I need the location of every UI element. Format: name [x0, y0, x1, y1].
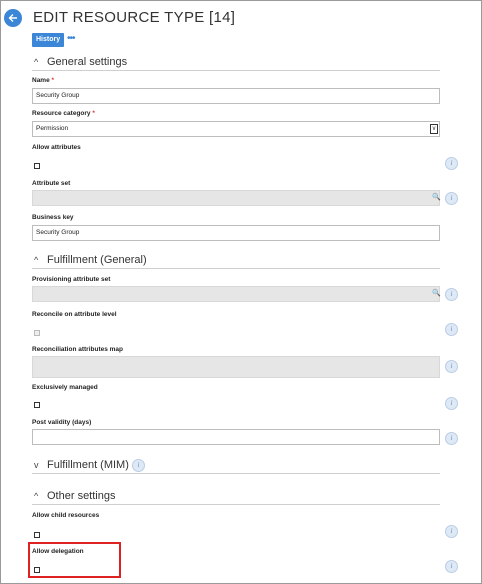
chevron-down-icon: v	[34, 460, 39, 470]
provisioning-attribute-set-label: Provisioning attribute set	[32, 276, 111, 283]
section-general-settings[interactable]	[32, 57, 440, 71]
chevron-up-icon: ^	[34, 57, 39, 67]
reconcile-on-attribute-level-label: Reconcile on attribute level	[32, 311, 117, 318]
section-fulfillment-general[interactable]	[32, 255, 440, 269]
business-key-label: Business key	[32, 214, 74, 221]
name-label: Name *	[32, 77, 55, 84]
exclusively-managed-label: Exclusively managed	[32, 384, 98, 391]
post-validity-label: Post validity (days)	[32, 419, 92, 426]
resource-category-value: Permission	[36, 125, 69, 132]
magnifier-icon[interactable]: 🔍	[432, 290, 441, 297]
magnifier-icon[interactable]: 🔍	[432, 194, 441, 201]
info-icon[interactable]: i	[445, 525, 458, 538]
allow-attributes-checkbox[interactable]	[34, 163, 40, 169]
attribute-set-field[interactable]	[32, 190, 440, 206]
back-button[interactable]	[4, 9, 22, 27]
post-validity-field[interactable]	[32, 429, 440, 445]
section-title: Other settings	[47, 490, 116, 502]
info-icon[interactable]: i	[445, 288, 458, 301]
info-icon[interactable]: i	[445, 192, 458, 205]
chevron-up-icon: ^	[34, 491, 39, 501]
allow-delegation-label: Allow delegation	[32, 548, 84, 555]
info-icon[interactable]: i	[445, 360, 458, 373]
history-button[interactable]: History	[32, 33, 64, 47]
resource-category-label: Resource category *	[32, 110, 95, 117]
delegation-highlight-box	[28, 542, 121, 578]
reconcile-on-attribute-level-checkbox[interactable]	[34, 330, 40, 336]
more-options-icon[interactable]: •••	[67, 33, 75, 44]
chevron-up-icon: ^	[34, 255, 39, 265]
section-other-settings[interactable]	[32, 491, 440, 505]
section-title: General settings	[47, 56, 128, 68]
section-title: Fulfillment (General)	[47, 254, 147, 266]
info-icon[interactable]: i	[445, 560, 458, 573]
page-title: EDIT RESOURCE TYPE [14]	[33, 9, 236, 26]
resource-category-select[interactable]	[32, 121, 440, 137]
section-title: Fulfillment (MIM)	[47, 459, 129, 471]
section-fulfillment-mim[interactable]	[32, 460, 440, 474]
info-icon[interactable]: i	[132, 459, 145, 472]
chevron-down-icon[interactable]: v	[430, 124, 438, 134]
arrow-left-icon	[8, 13, 18, 23]
info-icon[interactable]: i	[445, 157, 458, 170]
exclusively-managed-checkbox[interactable]	[34, 402, 40, 408]
allow-child-resources-label: Allow child resources	[32, 512, 100, 519]
reconciliation-attributes-map-field[interactable]	[32, 356, 440, 378]
info-icon[interactable]: i	[445, 323, 458, 336]
business-key-field[interactable]: Security Group	[32, 225, 440, 241]
name-field[interactable]: Security Group	[32, 88, 440, 104]
allow-child-resources-checkbox[interactable]	[34, 532, 40, 538]
info-icon[interactable]: i	[445, 397, 458, 410]
provisioning-attribute-set-field[interactable]	[32, 286, 440, 302]
info-icon[interactable]: i	[445, 432, 458, 445]
allow-attributes-label: Allow attributes	[32, 144, 81, 151]
attribute-set-label: Attribute set	[32, 180, 71, 187]
reconciliation-attributes-map-label: Reconciliation attributes map	[32, 346, 124, 353]
